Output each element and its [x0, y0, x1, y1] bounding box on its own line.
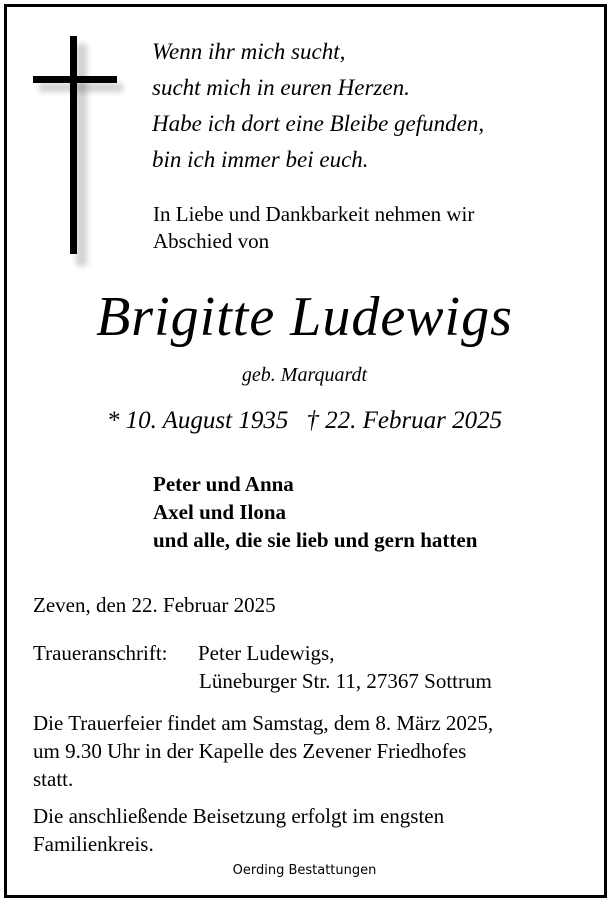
- life-dates: [0, 405, 609, 437]
- mourner-line: Peter und Anna: [153, 472, 294, 496]
- ceremony-line: um 9.30 Uhr in der Kapelle des Zevener Friedhofes: [33, 739, 467, 763]
- poem-line: Wenn ihr mich sucht,: [152, 39, 346, 64]
- mourner-line: und alle, die sie lieb und gern hatten: [153, 528, 478, 552]
- ceremony-info: [33, 709, 493, 793]
- deceased-name: Brigitte Ludewigs: [96, 286, 513, 348]
- intro-line: In Liebe und Dankbarkeit nehmen wir: [153, 202, 475, 226]
- cross-icon: [33, 36, 119, 262]
- ceremony-line: statt.: [33, 767, 74, 791]
- intro-line: Abschied von: [153, 229, 270, 253]
- burial-line: Die anschließende Beisetzung erfolgt im engsten: [33, 804, 445, 828]
- mourning-address: [33, 639, 492, 695]
- intro-text: [153, 201, 474, 255]
- burial-line: Familienkreis.: [33, 832, 154, 856]
- maiden-name: geb. Marquardt: [241, 364, 368, 386]
- poem-line: sucht mich in euren Herzen.: [152, 75, 410, 100]
- address-label: Traueranschrift:: [33, 641, 168, 665]
- poem: [152, 34, 484, 178]
- death-date: † 22. Februar 2025: [306, 407, 503, 434]
- mourner-line: Axel und Ilona: [153, 500, 287, 524]
- mourners-list: [153, 470, 477, 554]
- funeral-home: Oerding Bestattungen: [232, 863, 377, 878]
- address-line-1: Peter Ludewigs,: [198, 641, 335, 665]
- place-date: Zeven, den 22. Februar 2025: [33, 593, 276, 617]
- poem-line: bin ich immer bei euch.: [152, 147, 369, 172]
- burial-info: [33, 802, 444, 858]
- birth-date: * 10. August 1935: [106, 407, 289, 434]
- ceremony-line: Die Trauerfeier findet am Samstag, dem 8. März 2025,: [33, 711, 494, 735]
- poem-line: Habe ich dort eine Bleibe gefunden,: [152, 111, 485, 136]
- address-line-2: Lüneburger Str. 11, 27367 Sottrum: [199, 669, 492, 693]
